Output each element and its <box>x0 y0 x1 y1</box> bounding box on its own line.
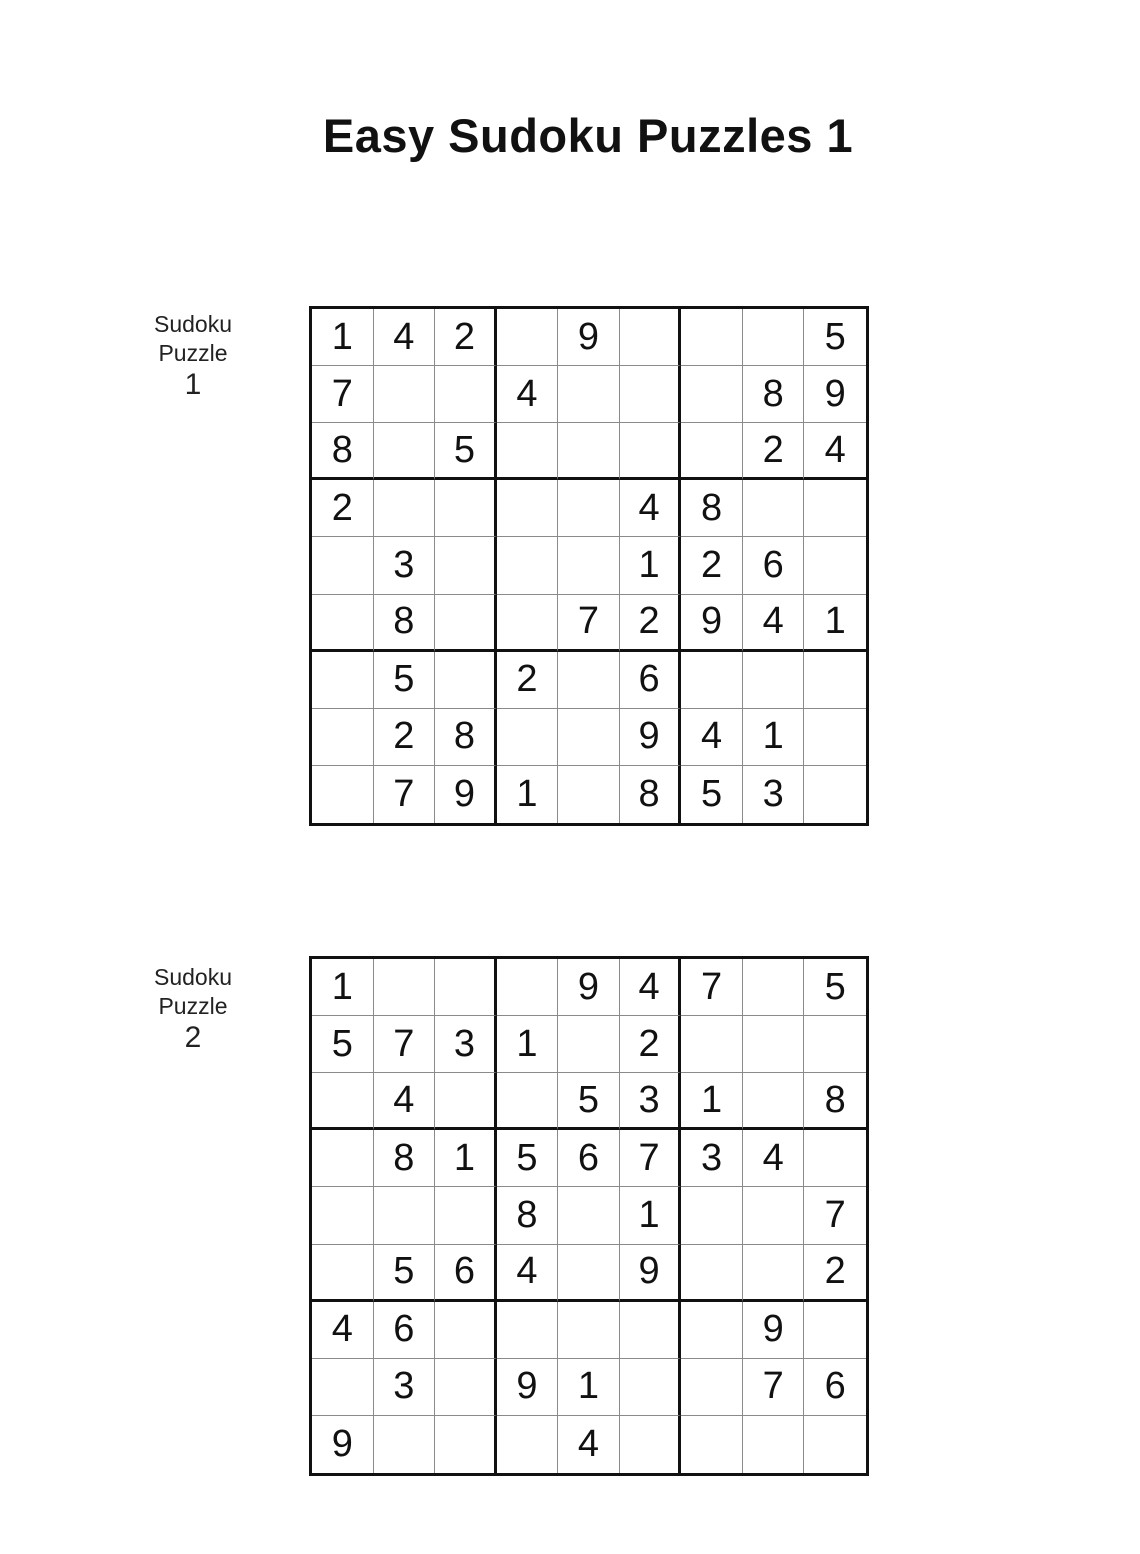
sudoku-cell <box>681 1187 743 1244</box>
sudoku-cell: 6 <box>558 1130 620 1187</box>
sudoku-cell: 6 <box>804 1359 866 1416</box>
sudoku-cell <box>374 366 436 423</box>
sudoku-cell: 8 <box>374 595 436 652</box>
sudoku-cell <box>374 1416 436 1473</box>
sudoku-cell <box>497 709 559 766</box>
sudoku-cell: 2 <box>497 652 559 709</box>
sudoku-cell <box>497 537 559 594</box>
sudoku-cell: 4 <box>743 595 805 652</box>
sudoku-cell: 5 <box>374 1245 436 1302</box>
sudoku-cell: 4 <box>497 366 559 423</box>
sudoku-cell: 1 <box>497 766 559 823</box>
sudoku-cell <box>435 652 497 709</box>
sudoku-cell <box>743 1416 805 1473</box>
sudoku-cell: 5 <box>374 652 436 709</box>
sudoku-cell <box>681 1016 743 1073</box>
sudoku-cell <box>558 709 620 766</box>
sudoku-cell <box>435 1416 497 1473</box>
sudoku-cell: 2 <box>620 1016 682 1073</box>
sudoku-cell: 4 <box>681 709 743 766</box>
sudoku-cell: 7 <box>804 1187 866 1244</box>
sudoku-cell: 1 <box>743 709 805 766</box>
sudoku-cell: 5 <box>558 1073 620 1130</box>
sudoku-cell <box>620 309 682 366</box>
sudoku-cell: 5 <box>804 309 866 366</box>
sudoku-cell <box>743 1245 805 1302</box>
sudoku-cell <box>497 480 559 537</box>
sudoku-cell: 5 <box>804 959 866 1016</box>
sudoku-cell: 3 <box>435 1016 497 1073</box>
sudoku-cell: 8 <box>681 480 743 537</box>
sudoku-cell: 1 <box>558 1359 620 1416</box>
sudoku-cell <box>435 1359 497 1416</box>
sudoku-cell: 5 <box>435 423 497 480</box>
sudoku-grid-1 <box>309 306 869 826</box>
sudoku-cell <box>312 766 374 823</box>
sudoku-cell: 2 <box>681 537 743 594</box>
sudoku-cell: 2 <box>743 423 805 480</box>
sudoku-cell <box>374 1187 436 1244</box>
sudoku-cell: 1 <box>312 309 374 366</box>
sudoku-cell <box>435 1073 497 1130</box>
sudoku-cell: 4 <box>620 480 682 537</box>
sudoku-cell <box>804 1016 866 1073</box>
sudoku-cell <box>558 423 620 480</box>
sudoku-cell <box>312 652 374 709</box>
sudoku-cell <box>312 1359 374 1416</box>
sudoku-cell <box>312 1187 374 1244</box>
puzzle-label-2 <box>143 963 243 1055</box>
sudoku-cell: 1 <box>312 959 374 1016</box>
sudoku-grid-2 <box>309 956 869 1476</box>
sudoku-cell <box>558 480 620 537</box>
puzzle-number: 2 <box>184 1021 202 1054</box>
sudoku-cell: 1 <box>620 1187 682 1244</box>
sudoku-cell <box>743 652 805 709</box>
sudoku-cell <box>497 423 559 480</box>
sudoku-cell: 9 <box>620 1245 682 1302</box>
sudoku-cell: 9 <box>558 309 620 366</box>
sudoku-cell <box>312 537 374 594</box>
sudoku-cell <box>804 1130 866 1187</box>
sudoku-cell <box>743 309 805 366</box>
sudoku-cell <box>312 595 374 652</box>
sudoku-cell <box>804 480 866 537</box>
sudoku-cell: 2 <box>374 709 436 766</box>
sudoku-cell <box>497 1416 559 1473</box>
puzzle-label-word-2: Puzzle <box>158 993 228 1019</box>
sudoku-cell: 5 <box>681 766 743 823</box>
sudoku-cell <box>558 1187 620 1244</box>
sudoku-cell <box>743 959 805 1016</box>
sudoku-cell <box>435 366 497 423</box>
sudoku-cell <box>681 309 743 366</box>
sudoku-cell <box>497 1302 559 1359</box>
sudoku-cell: 7 <box>374 766 436 823</box>
sudoku-cell: 4 <box>743 1130 805 1187</box>
sudoku-cell: 3 <box>743 766 805 823</box>
sudoku-cell <box>435 595 497 652</box>
sudoku-cell <box>620 1359 682 1416</box>
sudoku-cell: 3 <box>620 1073 682 1130</box>
sudoku-cell: 1 <box>435 1130 497 1187</box>
sudoku-cell: 6 <box>743 537 805 594</box>
sudoku-cell: 8 <box>743 366 805 423</box>
sudoku-cell: 8 <box>435 709 497 766</box>
sudoku-cell: 8 <box>620 766 682 823</box>
sudoku-cell: 7 <box>620 1130 682 1187</box>
sudoku-cell: 3 <box>374 537 436 594</box>
sudoku-cell <box>558 652 620 709</box>
sudoku-cell <box>312 1245 374 1302</box>
sudoku-cell <box>435 480 497 537</box>
sudoku-cell <box>743 1016 805 1073</box>
sudoku-cell: 1 <box>497 1016 559 1073</box>
sudoku-cell: 7 <box>558 595 620 652</box>
sudoku-cell <box>804 652 866 709</box>
puzzle-label-word-1: Sudoku <box>153 964 232 990</box>
sudoku-cell <box>435 537 497 594</box>
sudoku-cell <box>804 537 866 594</box>
sudoku-cell: 6 <box>374 1302 436 1359</box>
sudoku-cell <box>681 366 743 423</box>
sudoku-cell <box>804 766 866 823</box>
sudoku-cell <box>681 1302 743 1359</box>
sudoku-cell <box>435 1187 497 1244</box>
sudoku-cell: 5 <box>312 1016 374 1073</box>
sudoku-cell <box>804 1302 866 1359</box>
sudoku-cell <box>681 423 743 480</box>
sudoku-cell: 9 <box>497 1359 559 1416</box>
sudoku-cell <box>558 537 620 594</box>
sudoku-cell: 1 <box>804 595 866 652</box>
sudoku-cell <box>804 1416 866 1473</box>
sudoku-cell: 3 <box>374 1359 436 1416</box>
sudoku-cell: 1 <box>620 537 682 594</box>
sudoku-cell <box>312 1073 374 1130</box>
sudoku-cell: 4 <box>497 1245 559 1302</box>
sudoku-cell: 2 <box>804 1245 866 1302</box>
sudoku-cell <box>620 1302 682 1359</box>
sudoku-cell: 9 <box>435 766 497 823</box>
sudoku-cell <box>558 1245 620 1302</box>
sudoku-cell <box>374 959 436 1016</box>
sudoku-cell <box>743 1073 805 1130</box>
sudoku-cell <box>312 709 374 766</box>
sudoku-cell <box>558 1302 620 1359</box>
sudoku-cell <box>497 595 559 652</box>
sudoku-cell: 2 <box>620 595 682 652</box>
sudoku-cell <box>743 480 805 537</box>
sudoku-cell: 8 <box>497 1187 559 1244</box>
puzzle-label-word-1: Sudoku <box>153 311 232 337</box>
sudoku-cell: 2 <box>312 480 374 537</box>
sudoku-cell <box>620 366 682 423</box>
sudoku-cell <box>681 1245 743 1302</box>
sudoku-cell: 8 <box>374 1130 436 1187</box>
sudoku-cell: 7 <box>743 1359 805 1416</box>
sudoku-cell: 4 <box>374 309 436 366</box>
sudoku-cell: 6 <box>435 1245 497 1302</box>
sudoku-cell: 4 <box>558 1416 620 1473</box>
sudoku-cell: 9 <box>558 959 620 1016</box>
sudoku-cell <box>558 1016 620 1073</box>
sudoku-cell <box>743 1187 805 1244</box>
puzzle-label-1 <box>143 310 243 402</box>
sudoku-cell: 3 <box>681 1130 743 1187</box>
sudoku-cell <box>435 1302 497 1359</box>
page-title: Easy Sudoku Puzzles 1 <box>322 109 854 162</box>
sudoku-cell <box>681 1416 743 1473</box>
puzzle-label-word-2: Puzzle <box>158 340 228 366</box>
sudoku-cell <box>620 423 682 480</box>
sudoku-cell <box>681 1359 743 1416</box>
sudoku-cell: 4 <box>374 1073 436 1130</box>
sudoku-cell: 8 <box>312 423 374 480</box>
sudoku-cell: 7 <box>374 1016 436 1073</box>
sudoku-cell <box>312 1130 374 1187</box>
sudoku-cell <box>374 423 436 480</box>
sudoku-cell <box>681 652 743 709</box>
sudoku-cell: 9 <box>804 366 866 423</box>
sudoku-cell: 5 <box>497 1130 559 1187</box>
sudoku-cell: 1 <box>681 1073 743 1130</box>
sudoku-cell: 8 <box>804 1073 866 1130</box>
sudoku-cell: 9 <box>681 595 743 652</box>
sudoku-cell: 4 <box>804 423 866 480</box>
sudoku-cell <box>804 709 866 766</box>
sudoku-cell <box>558 366 620 423</box>
sudoku-cell: 7 <box>681 959 743 1016</box>
sudoku-cell <box>558 766 620 823</box>
sudoku-cell: 7 <box>312 366 374 423</box>
sudoku-cell: 9 <box>312 1416 374 1473</box>
sudoku-cell: 2 <box>435 309 497 366</box>
sudoku-cell <box>374 480 436 537</box>
sudoku-cell: 9 <box>743 1302 805 1359</box>
sudoku-cell: 9 <box>620 709 682 766</box>
puzzle-number: 1 <box>184 368 202 401</box>
sudoku-cell <box>435 959 497 1016</box>
sudoku-cell: 6 <box>620 652 682 709</box>
sudoku-cell <box>497 959 559 1016</box>
sudoku-cell <box>620 1416 682 1473</box>
sudoku-cell: 4 <box>620 959 682 1016</box>
sudoku-cell: 4 <box>312 1302 374 1359</box>
sudoku-cell <box>497 309 559 366</box>
sudoku-cell <box>497 1073 559 1130</box>
